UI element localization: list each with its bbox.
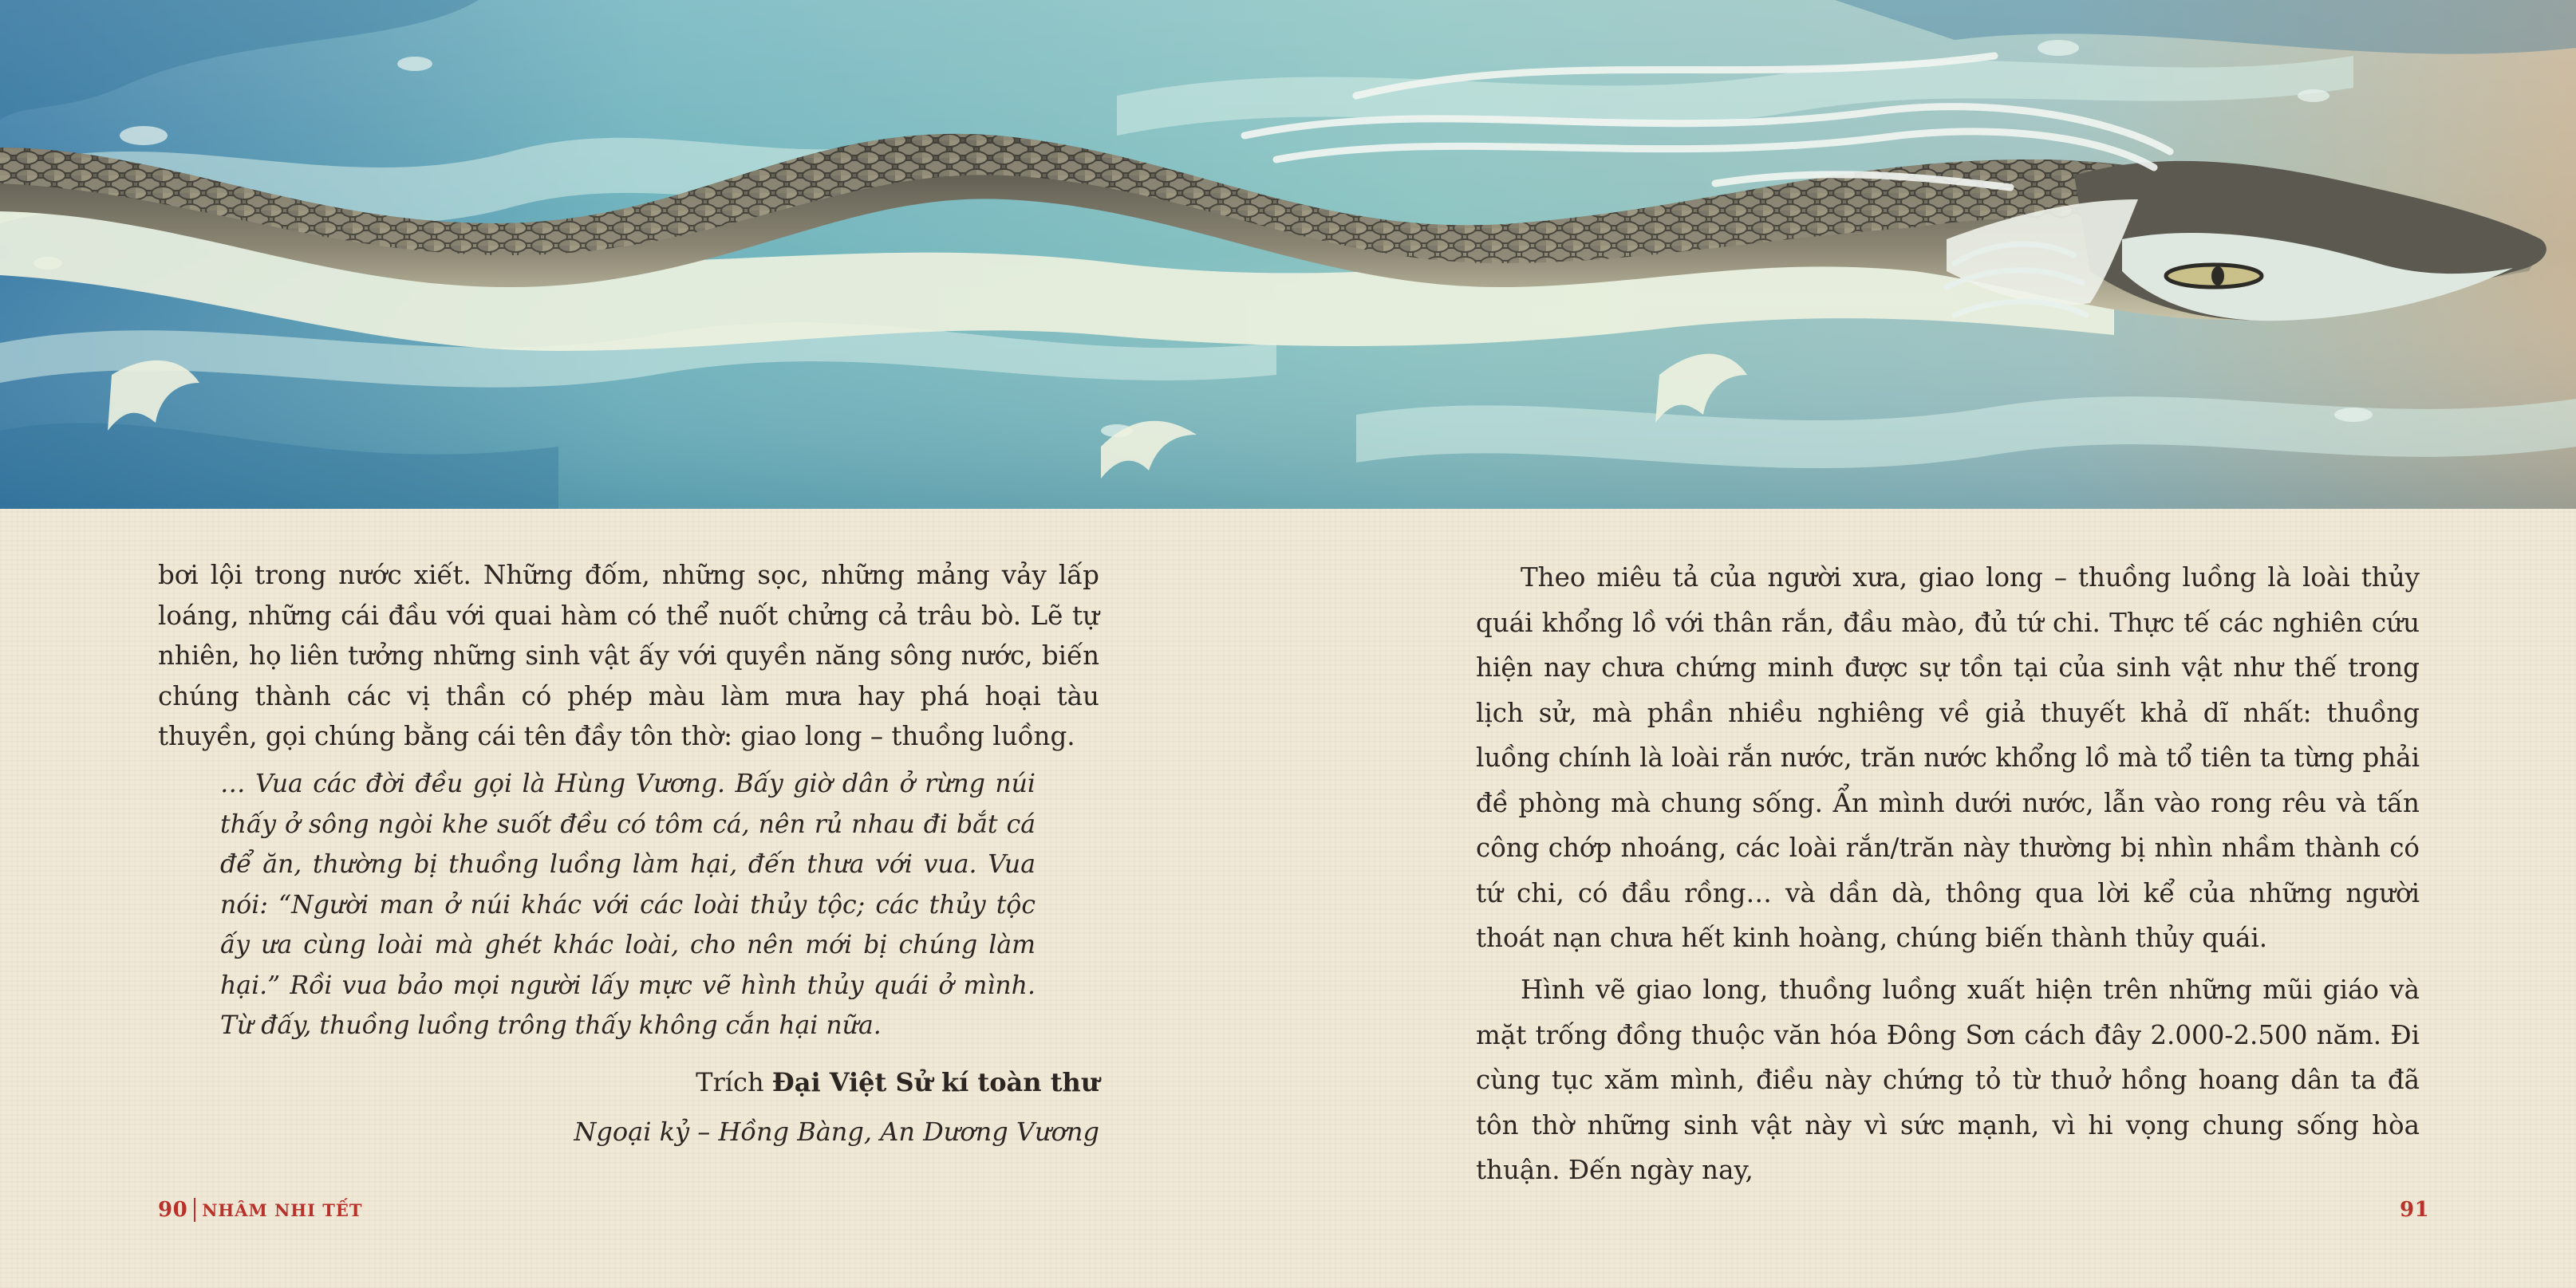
right-body-paragraph-2: Hình vẽ giao long, thuồng luồng xuất hiện trên những mũi giáo và mặt trống đồng thuộc văn hóa Đông Sơn cách đây 2.000-2.500 năm. Đi cùng tục xăm mình, điều này chứng tỏ từ thuở hồng hoang dân ta đã tôn thờ những sinh vật này vì sức mạnh, vì hi vọng chung sống hòa thuận. Đến ngày nay, — [1476, 975, 2420, 1185]
left-page-number: 90 — [158, 1198, 188, 1222]
source-chapter: Ngoại kỷ – Hồng Bàng, An Dương Vương — [574, 1117, 1099, 1147]
quote-text: … Vua các đời đều gọi là Hùng Vương. Bấy giờ dân ở rừng núi thấy ở sông ngòi khe suốt đều có tôm cá, nên rủ nhau đi bắt cá để ăn, thường bị thuồng luồng làm hại, đến thưa với vua. Vua nói: “Người man ở núi khác với các loài thủy tộc; các thủy tộc ấy ưa cùng loài mà ghét khác loài, cho nên mới bị chúng làm hại.” Rồi vua bảo mọi người lấy mực vẽ hình thủy quái ở mình. Từ đấy, thuồng luồng trông thấy không cắn hại nữa. — [220, 770, 1036, 1040]
right-page-number: 91 — [2400, 1198, 2430, 1222]
quote-source — [158, 1058, 1099, 1156]
right-body-paragraph-1: Theo miêu tả của người xưa, giao long – thuồng luồng là loài thủy quái khổng lồ với thân rắn, đầu mào, đủ tứ chi. Thực tế các nghiên cứu hiện nay chưa chứng minh được sự tồn tại của sinh vật như thế trong lịch sử, mà phần nhiều nghiêng về giả thuyết khả dĩ nhất: thuồng luồng chính là loài rắn nước, trăn nước khổng lồ mà tổ tiên ta từng phải đề phòng mà chung sống. Ẩn mình dưới nước, lẫn vào rong rêu và tấn công chớp nhoáng, các loài rắn/trăn này thường bị nhìn nhầm thành có tứ chi, có đầu rồng… và dần dà, thông qua lời kể của những người thoát nạn chưa hết kinh hoàng, chúng biến thành thủy quái. — [1476, 562, 2420, 953]
source-title: Đại Việt Sử kí toàn thư — [771, 1067, 1099, 1097]
source-prefix: Trích — [696, 1067, 764, 1097]
historical-quote — [220, 764, 1036, 1046]
source-line — [158, 1058, 1099, 1107]
book-spread — [0, 509, 2576, 1288]
running-head: NHÂM NHI TẾT — [202, 1199, 363, 1220]
water-serpent-illustration — [0, 0, 2576, 509]
left-body-paragraph: bơi lội trong nước xiết. Những đốm, những sọc, những mảng vảy lấp loáng, những cái đầu với quai hàm có thể nuốt chửng cả trâu bò. Lẽ tự nhiên, họ liên tưởng những sinh vật ấy với quyền năng sông nước, biến chúng thành các vị thần có phép màu làm mưa hay phá hoại tàu thuyền, gọi chúng bằng cái tên đầy tôn thờ: giao long – thuồng luồng. — [158, 560, 1099, 751]
left-page-footer — [158, 1198, 363, 1222]
footer-separator — [194, 1198, 195, 1222]
